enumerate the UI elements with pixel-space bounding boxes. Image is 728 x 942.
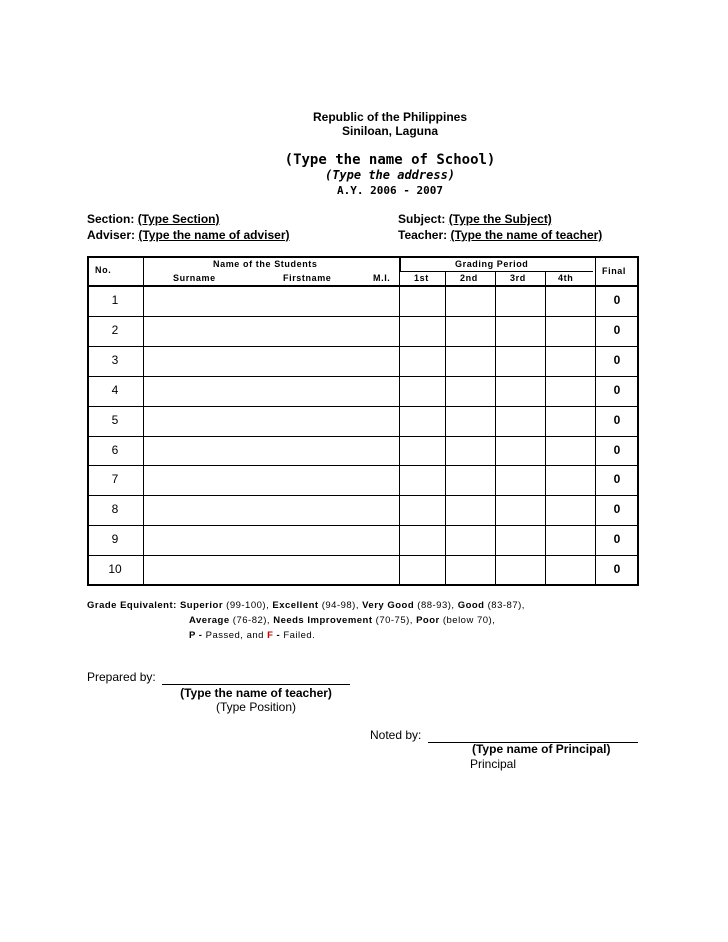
section-value[interactable]: (Type Section)	[137, 212, 220, 226]
legend-line-1	[87, 600, 525, 611]
col-mi-header: M.I.	[373, 273, 391, 283]
legend-line-2	[189, 615, 495, 626]
table-row-no: 2	[111, 323, 119, 337]
town-text: Siniloan, Laguna	[341, 124, 438, 138]
teacher-info	[398, 228, 602, 242]
legend-poor-range: (below 70),	[442, 615, 496, 626]
legend-good-range: (83-87),	[487, 600, 525, 611]
legend-needs-improvement-range: (70-75),	[375, 615, 413, 626]
prepared-by-label: Prepared by:	[87, 670, 156, 684]
col-name-group-header: Name of the Students	[213, 259, 318, 269]
noted-name[interactable]: (Type name of Principal)	[472, 742, 611, 756]
table-row-no: 6	[111, 443, 119, 457]
table-row-final: 0	[613, 472, 621, 486]
col-no-header: No.	[95, 265, 112, 275]
legend-poor: Poor	[416, 615, 440, 626]
legend-excellent: Excellent	[272, 600, 319, 611]
legend-very-good-range: (88-93),	[417, 600, 455, 611]
legend-average: Average	[189, 615, 230, 626]
subject-info	[398, 212, 552, 226]
subject-value[interactable]: (Type the Subject)	[448, 212, 552, 226]
table-row-final: 0	[613, 323, 621, 337]
republic-text: Republic of the Philippines	[312, 110, 467, 124]
col-final-header: Final	[602, 266, 627, 276]
table-row-final: 0	[613, 383, 621, 397]
legend-average-range: (76-82),	[232, 615, 271, 626]
legend-passed: Passed, and	[205, 630, 264, 641]
teacher-value[interactable]: (Type the name of teacher)	[450, 228, 603, 242]
col-2nd-header: 2nd	[460, 273, 478, 283]
legend-title: Grade Equivalent:	[87, 600, 177, 611]
school-year: A.Y. 2006 - 2007	[337, 184, 443, 197]
legend-good: Good	[457, 600, 485, 611]
col-surname-header: Surname	[173, 273, 216, 283]
table-row-final: 0	[613, 443, 621, 457]
adviser-value[interactable]: (Type the name of adviser)	[138, 228, 290, 242]
noted-position[interactable]: Principal	[470, 757, 517, 771]
prepared-signature-line	[162, 684, 350, 685]
col-4th-header: 4th	[558, 273, 574, 283]
col-3rd-header: 3rd	[510, 273, 526, 283]
section-info	[87, 212, 219, 226]
table-row-final: 0	[613, 532, 621, 546]
school-name: (Type the name of School)	[284, 152, 496, 168]
legend-failed: Failed.	[283, 630, 316, 641]
adviser-info	[87, 228, 290, 242]
table-row-final: 0	[613, 562, 621, 576]
noted-by-label: Noted by:	[370, 728, 422, 742]
legend-line-3	[189, 630, 315, 641]
table-row-no: 1	[111, 293, 119, 307]
prepared-position[interactable]: (Type Position)	[215, 700, 297, 714]
teacher-label: Teacher:	[398, 228, 448, 242]
legend-needs-improvement: Needs Improvement	[273, 615, 373, 626]
legend-f-code: F	[267, 630, 274, 641]
legend-superior-range: (99-100),	[226, 600, 270, 611]
table-row-no: 4	[111, 383, 119, 397]
legend-superior: Superior	[179, 600, 224, 611]
legend-f-dash: -	[276, 630, 281, 641]
grade-table	[87, 256, 639, 586]
table-row-final: 0	[613, 353, 621, 367]
legend-excellent-range: (94-98),	[321, 600, 359, 611]
col-1st-header: 1st	[414, 273, 429, 283]
col-grading-group-header: Grading Period	[455, 259, 529, 269]
adviser-label: Adviser:	[87, 228, 136, 242]
subject-label: Subject:	[398, 212, 446, 226]
legend-very-good: Very Good	[362, 600, 415, 611]
table-row-no: 10	[108, 562, 122, 576]
table-row-no: 8	[111, 502, 119, 516]
table-row-no: 9	[111, 532, 119, 546]
legend-p-code: P -	[189, 630, 203, 641]
prepared-name[interactable]: (Type the name of teacher)	[180, 686, 332, 700]
table-row-no: 7	[111, 472, 119, 486]
table-row-final: 0	[613, 293, 621, 307]
school-address: (Type the address)	[324, 168, 456, 182]
table-row-final: 0	[613, 502, 621, 516]
section-label: Section:	[87, 212, 135, 226]
col-firstname-header: Firstname	[283, 273, 332, 283]
table-row-no: 5	[111, 413, 119, 427]
table-row-final: 0	[613, 413, 621, 427]
table-row-no: 3	[111, 353, 119, 367]
